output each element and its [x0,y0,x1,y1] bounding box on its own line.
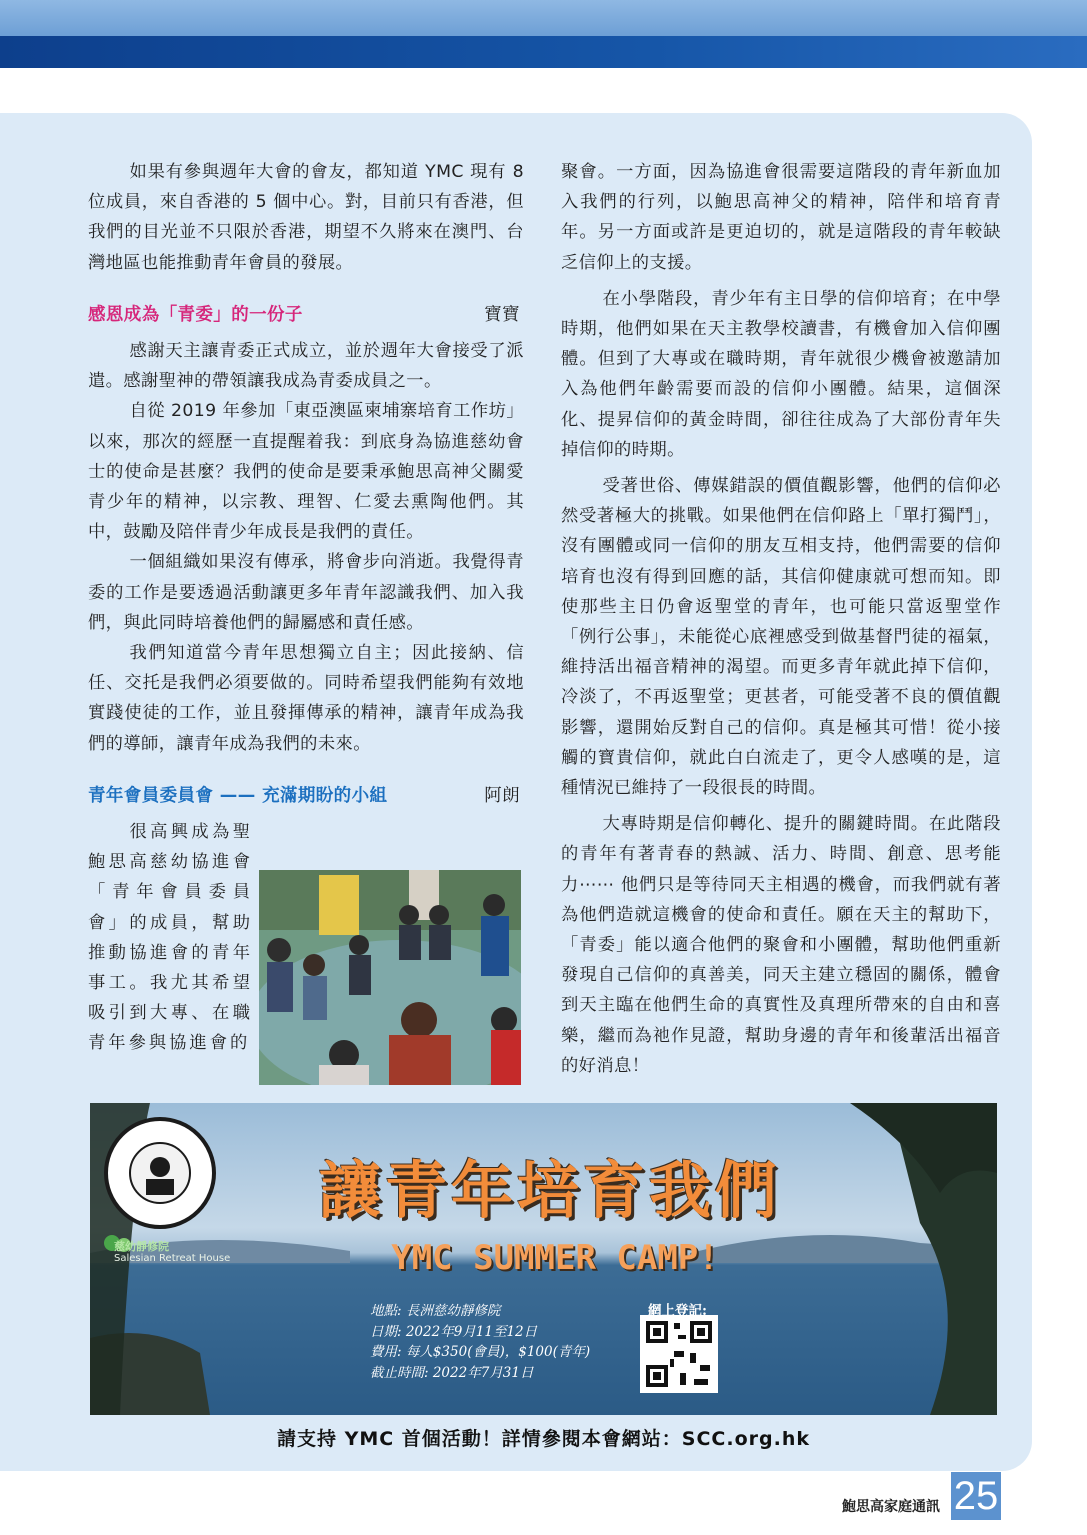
paragraph: 自從 2019 年參加「東亞澳區柬埔寨培育工作坊」以來，那次的經歷一直提醒着我：到底身為協進慈幼會士的使命是甚麼？我們的使命是要秉承鮑思高神父關愛青少年的精神，以宗教、理智、仁愛去熏陶他們。其中，鼓勵及陪伴青少年成長是我們的責任。 [88,401,524,543]
camp-fee: 費用: 每人$350(會員)，$100(青年) [370,1344,591,1360]
banner-subtitle: YMC SUMMER CAMP! [391,1238,719,1278]
paragraph: 如果有參與週年大會的會友，都知道 YMC 現有 8 位成員，來自香港的 5 個中心。對，目前只有香港，但我們的目光並不只限於香港，期望不久將來在澳門、台灣地區也能推動青年會員的發展。 [88,162,524,273]
paragraph: 受著世俗、傳媒錯誤的價值觀影響，他們的信仰必然受著極大的挑戰。如果他們在信仰路上「單打獨鬥」，沒有團體或同一信仰的朋友互相支持，他們需要的信仰培育也沒有得到回應的話，其信仰健康就可想而知。即使那些主日仍會返聖堂的青年，也可能只當返聖堂作「例行公事」，未能從心底裡感受到做基督門徒的福氣，維持活出福音精神的渴望。而更多青年就此掉下信仰，冷淡了，不再返聖堂；更甚者，可能受著不良的價值觀影響，還開始反對自己的信仰。真是極其可惜！從小接觸的寶貴信仰，就此白白流走了，更令人感嘆的是，這種情況已維持了一段很長的時間。 [561,476,1001,799]
right-column [561,157,1001,1081]
publication-name: 鮑思高家庭通訊 [842,1499,940,1515]
header-band-light [0,0,1087,36]
page-number: 25 [951,1472,1001,1520]
camp-deadline: 截止時間: 2022年7月31日 [370,1364,534,1381]
paragraph: 一個組織如果沒有傳承，將會步向消逝。我覺得青委的工作是要透過活動讓更多年青年認識我們、加入我們，與此同時培養他們的歸屬感和責任感。 [88,552,524,633]
header-band-dark [0,36,1087,68]
register-label: 網上登記: [648,1303,707,1319]
paragraph: 大專時期是信仰轉化、提升的關鍵時間。在此階段的青年有著青春的熱誠、活力、時間、創意、思考能力⋯⋯ 他們只是等待同天主相遇的機會，而我們就有著為他們造就這機會的使命和責任。願在天主的幫助下，「青委」能以適合他們的聚會和小團體，幫助他們重新發現自己信仰的真善美，同天主建立穩固的關係，體會到天主臨在他們生命的真實性及真理所帶來的自由和喜樂，繼而為祂作見證，幫助身邊的青年和後輩活出福音的好消息！ [561,814,1001,1076]
heading-title: 感恩成為「青委」的一份子 [88,304,303,325]
summer-camp-banner [90,1103,997,1415]
camp-info [370,1301,590,1383]
heading-author: 阿朗 [484,785,520,806]
heading-author: 寶寶 [484,304,520,325]
section-heading [88,781,524,811]
paragraph: 聚會。一方面，因為協進會很需要這階段的青年新血加入我們的行列，以鮑思高神父的精神，陪伴和培育青年。另一方面或許是更迫切的，就是這階段的青年較缺乏信仰上的支援。 [561,162,1001,273]
section-heading [88,300,524,330]
camp-date: 日期: 2022年9月11至12日 [370,1323,538,1340]
paragraph: 我們知道當今青年思想獨立自主；因此接納、信任、交托是我們必須要做的。同時希望我們能夠有效地實踐使徒的工作，並且發揮傳承的精神，讓青年成為我們的導師，讓青年成為我們的未來。 [88,643,524,754]
retreat-name-zh: 慈幼靜修院 [114,1240,169,1253]
retreat-name-en: Salesian Retreat House [114,1253,231,1264]
camp-venue: 地點: 長洲慈幼靜修院 [370,1303,501,1319]
support-line: 請支持 YMC 首個活動！詳情參閱本會網站：SCC.org.hk [276,1428,811,1450]
banner-title: 讓青年培育我們 [318,1154,781,1227]
paragraph: 在小學階段，青少年有主日學的信仰培育；在中學時期，他們如果在天主教學校讀書，有機會加入信仰團體。但到了大專或在職時期，青年就很少機會被邀請加入為他們年齡需要而設的信仰小團體。結果，這個深化、提昇信仰的黃金時間，卻往往成為了大部份青年失掉信仰的時期。 [561,288,1001,460]
group-photo-illustration [259,870,521,1085]
paragraph-beside-photo: 很高興成為聖鮑思高慈幼協進會「青年會員委員會」的成員，幫助推動協進會的青年事工。我尤其希望吸引到大專、在職青年參與協進會的 [88,822,253,1054]
heading-title: 青年會員委員會 —— 充滿期盼的小組 [88,785,388,806]
group-photo [259,870,521,1085]
paragraph: 感謝天主讓青委正式成立，並於週年大會接受了派遣。感謝聖神的帶領讓我成為青委成員之一。 [88,341,524,392]
retreat-house-label [114,1241,230,1265]
